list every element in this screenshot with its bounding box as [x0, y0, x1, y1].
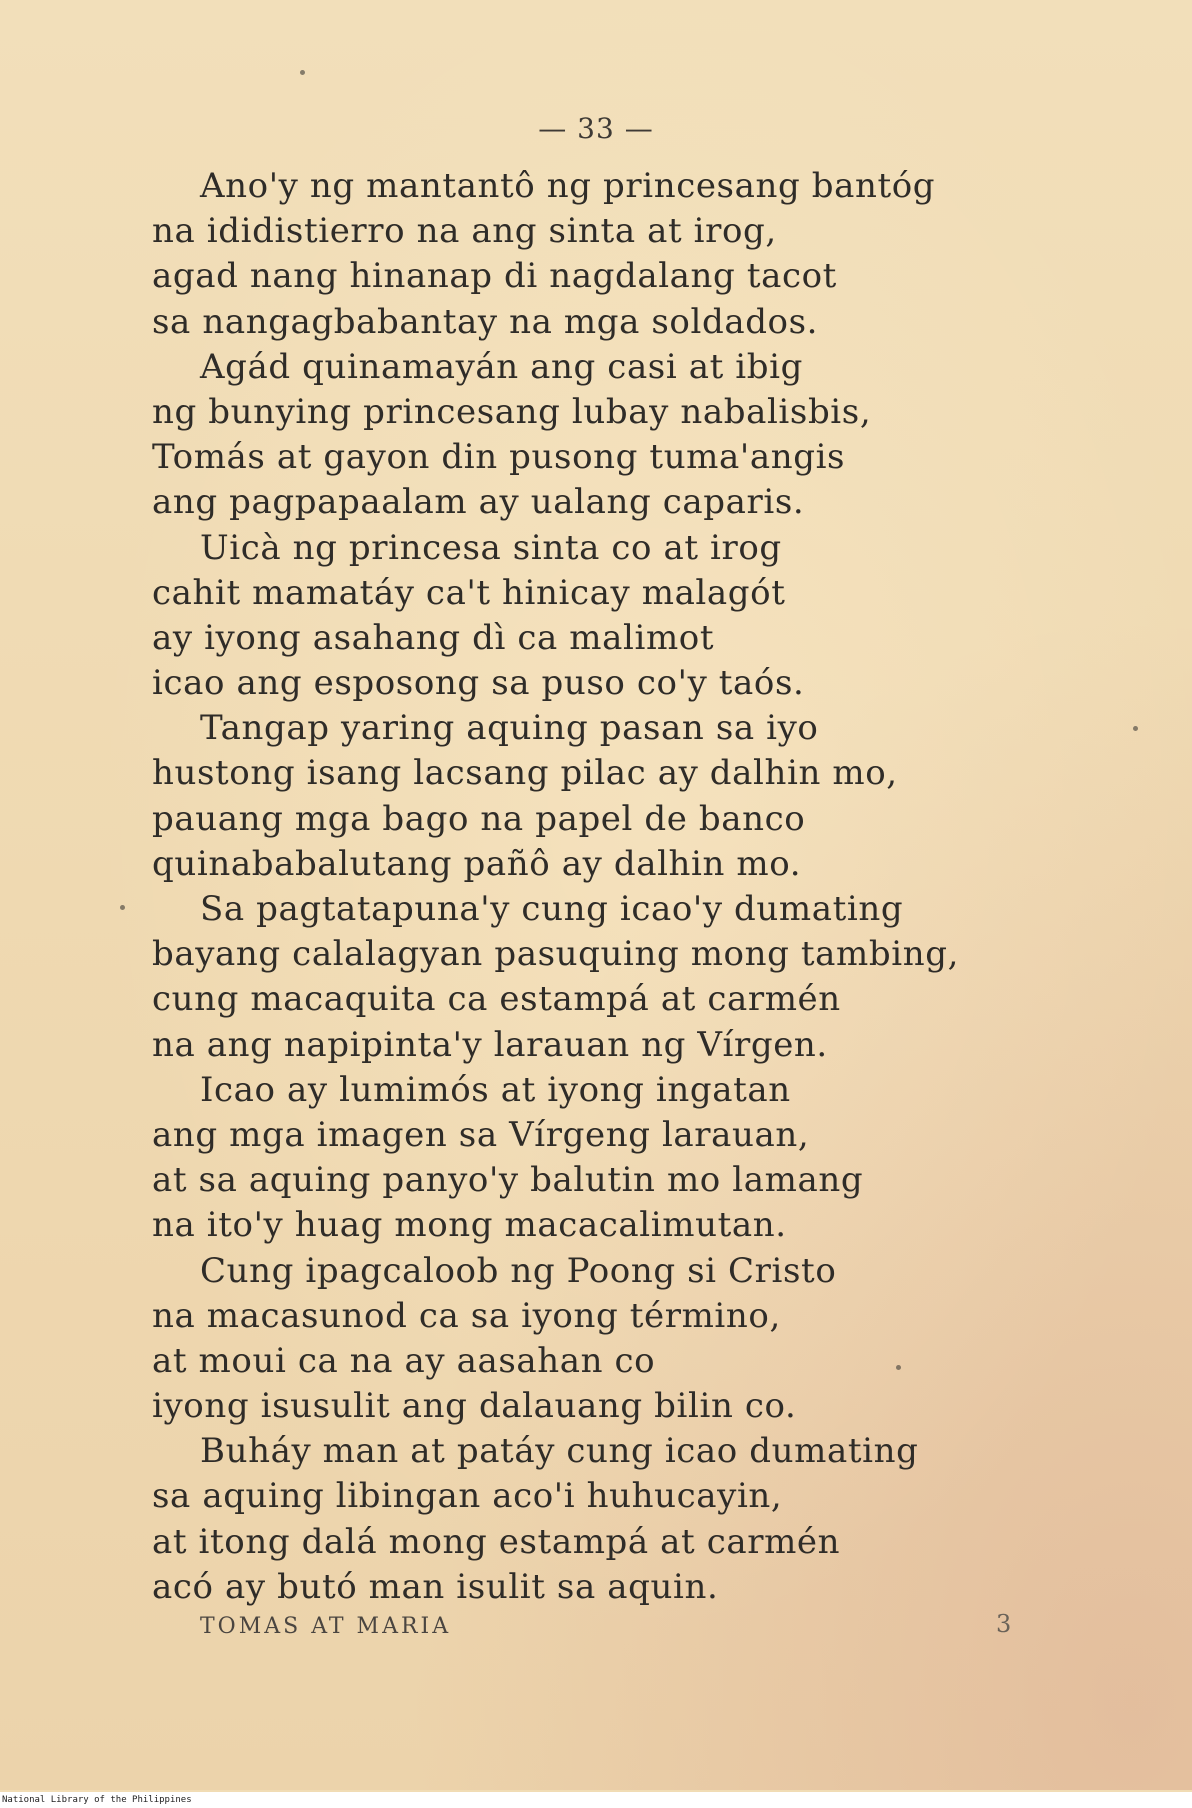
verse-line: Cung ipagcaloob ng Poong si Cristo: [200, 1250, 837, 1291]
verse-line: ay iyong asahang dì ca malimot: [152, 617, 715, 658]
verse-line: agad nang hinanap di nagdalang tacot: [152, 256, 837, 297]
verse-line: Uicà ng princesa sinta co at irog: [200, 527, 782, 568]
verse-line: at moui ca na ay aasahan co: [152, 1340, 656, 1381]
verse-line: icao ang esposong sa puso co'y taós.: [152, 663, 805, 704]
verse-line: ang mga imagen sa Vírgeng larauan,: [152, 1114, 810, 1155]
verse-line: hustong isang lacsang pilac ay dalhin mo,: [152, 753, 898, 794]
verse-line: ang pagpapaalam ay ualang caparis.: [152, 482, 805, 523]
verse-line: sa nangagbabantay na mga soldados.: [152, 301, 819, 342]
ink-speck: [1133, 726, 1138, 731]
verse-line: Icao ay lumimós at iyong ingatan: [200, 1069, 791, 1110]
verse-line: iyong isusulit ang dalauang bilin co.: [152, 1386, 797, 1427]
verse-line: na macasunod ca sa iyong término,: [152, 1295, 781, 1336]
verse-line: at sa aquing panyo'y balutin mo lamang: [152, 1160, 864, 1201]
ink-speck: [896, 1365, 901, 1370]
verse-line: Agád quinamayán ang casi at ibig: [200, 346, 803, 387]
verse-line: bayang calalagyan pasuquing mong tambing,: [152, 934, 959, 975]
verse-line: Tomás at gayon din pusong tuma'angis: [152, 437, 846, 478]
ink-speck: [300, 70, 305, 75]
verse-line: na ang napipinta'y larauan ng Vírgen.: [152, 1024, 828, 1065]
verse-line: quinababalutang pañô ay dalhin mo.: [152, 843, 802, 884]
ink-speck: [120, 905, 125, 910]
page-number: — 33 —: [538, 112, 654, 145]
verse-line: Ano'y ng mantantô ng princesang bantóg: [200, 166, 936, 206]
verse-line: sa aquing libingan aco'i huhucayin,: [152, 1476, 783, 1517]
signature-mark: 3: [996, 1610, 1012, 1638]
running-footer-title: TOMAS AT MARIA: [200, 1614, 452, 1639]
verse-line: acó ay butó man isulit sa aquin.: [152, 1566, 719, 1607]
verse-line: ng bunying princesang lubay nabalisbis,: [152, 391, 872, 432]
library-credit: National Library of the Philippines: [0, 1792, 1192, 1808]
verse-block: [152, 164, 1072, 1610]
verse-line: cahit mamatáy ca't hinicay malagót: [152, 572, 786, 613]
verse-line: pauang mga bago na papel de banco: [152, 798, 806, 839]
verse-line: na ito'y huag mong macacalimutan.: [152, 1205, 787, 1246]
verse-line: cung macaquita ca estampá at carmén: [152, 979, 841, 1020]
verse-line: Sa pagtatapuna'y cung icao'y dumating: [200, 889, 904, 929]
verse-line: at itong dalá mong estampá at carmén: [152, 1521, 841, 1562]
verse-line: na ididistierro na ang sinta at irog,: [152, 211, 777, 252]
verse-line: Tangap yaring aquing pasan sa iyo: [200, 708, 819, 749]
verse-line: Buháy man at patáy cung icao dumating: [200, 1431, 919, 1472]
